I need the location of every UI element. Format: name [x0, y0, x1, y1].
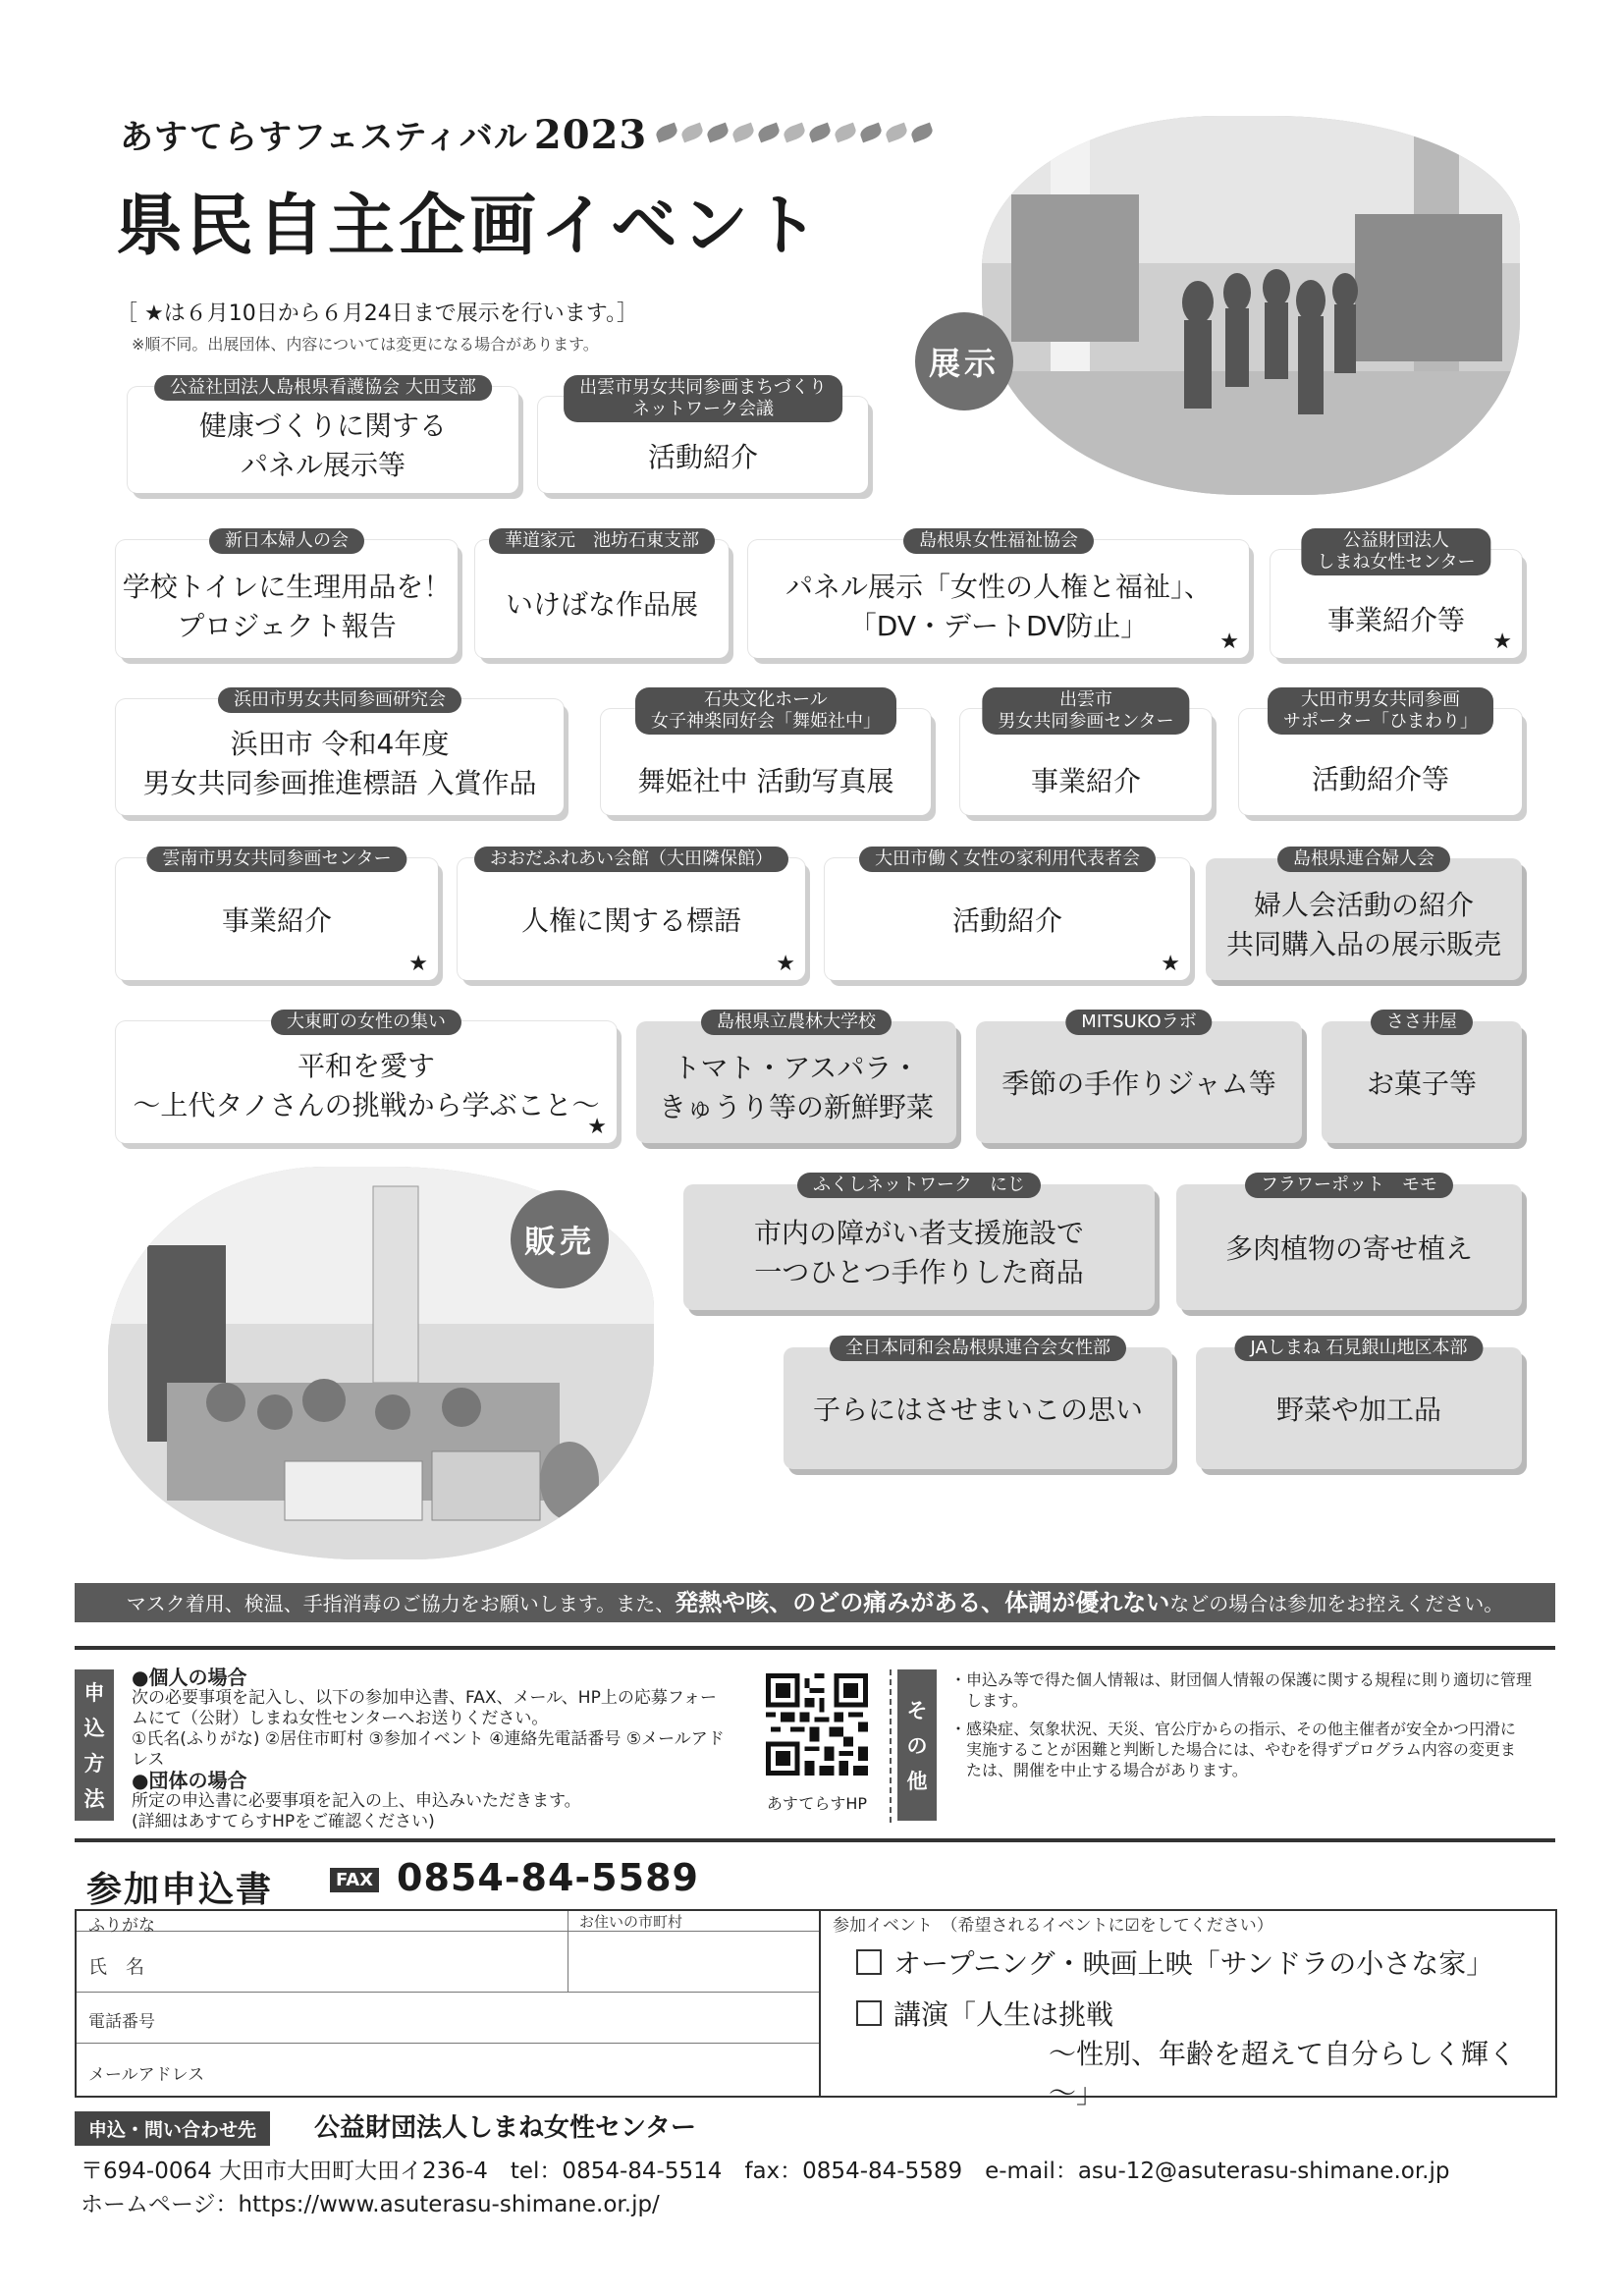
event-description: 事業紹介: [1030, 765, 1141, 797]
organizer-tag: 大東町の女性の集い: [271, 1010, 461, 1035]
event-card: [601, 689, 931, 815]
event-card: [116, 689, 564, 815]
event-description: トマト・アスパラ・ きゅうり等の新鮮野菜: [658, 1052, 934, 1123]
event-card: [116, 1011, 617, 1143]
organizer-tag: 新日本婦人の会: [209, 528, 364, 554]
other-notes: ・申込み等で得た個人情報は、財団個人情報の保護に関する規程に則り適切に管理 します。 ・感染症、気象状況、天災、官公庁からの指示、その他主催者が安全かつ円滑に 実施することが困難と判断した場合には、やむを得ずプログラム内容の変更ま たは、開催を中止する場合があります。: [950, 1670, 1533, 1779]
star-icon: ★: [1492, 629, 1512, 654]
event-card: [116, 530, 458, 658]
event-description: 人権に関する標語: [520, 904, 741, 937]
phone-label: 電話番号: [88, 2012, 155, 2032]
event-description: 多肉植物の寄せ植え: [1224, 1232, 1473, 1265]
contact-address: 〒694-0064 大田市大田町大田イ236-4 tel：0854-84-5514 fax：0854-84-5589 e-mail：asu-12@asuterasu-shimane.or.jp: [81, 2159, 1450, 2184]
event-description: 平和を愛す ～上代タノさんの挑戦から学ぶこと～: [133, 1050, 600, 1121]
sale-bubble: 販売: [511, 1190, 609, 1288]
star-icon: ★: [1219, 629, 1239, 654]
organizer-tag: 浜田市男女共同参画研究会: [218, 687, 461, 713]
festival-year: 2023: [533, 112, 648, 158]
event-description: 学校トイレに生理用品を！ プロジェクト報告: [122, 571, 452, 642]
email-label: メールアドレス: [88, 2065, 205, 2085]
event-description: 野菜や加工品: [1275, 1394, 1441, 1426]
event-card: [1196, 1338, 1522, 1469]
qr-code-icon[interactable]: [766, 1673, 868, 1776]
event-card: [1206, 848, 1522, 980]
organizer-tag: 島根県立農林大学校: [701, 1010, 892, 1035]
event-option-opening[interactable]: オープニング・映画上映「サンドラの小さな家」: [856, 1942, 1493, 1982]
event-description: 事業紹介: [221, 904, 332, 937]
name-label: 氏 名: [88, 1956, 145, 1978]
exhibit-bubble: 展示: [915, 312, 1013, 410]
event-description: 事業紹介等: [1326, 604, 1465, 636]
event-description: 子らにはさせまいこの思い: [812, 1394, 1143, 1426]
exhibition-photo: [982, 116, 1520, 495]
event-card: [128, 377, 518, 493]
organizer-tag: 大田市働く女性の家利用代表者会: [859, 847, 1156, 872]
event-description: 活動紹介等: [1311, 763, 1449, 795]
event-description: いけばな作品展: [505, 588, 698, 621]
event-description: パネル展示「女性の人権と福祉」、 「DV・デートDV防止」: [784, 571, 1212, 642]
event-description: 婦人会活動の紹介 共同購入品の展示販売: [1225, 889, 1501, 960]
organizer-tag: ふくしネットワーク にじ: [797, 1173, 1041, 1198]
star-icon: ★: [587, 1115, 607, 1139]
other-tag: そ の 他: [897, 1669, 937, 1821]
event-description: 浜田市 令和4年度 男女共同参画推進標語 入賞作品: [142, 728, 537, 799]
checkbox-icon[interactable]: [856, 1949, 882, 1975]
event-card: [1322, 1011, 1522, 1143]
event-description: お菓子等: [1366, 1067, 1477, 1100]
festival-label: あすてらすフェスティバル: [120, 118, 528, 157]
event-card: [784, 1338, 1172, 1469]
organizer-tag: おおだふれあい会館（大田隣保館）: [474, 847, 788, 872]
furigana-label: ふりがな: [88, 1916, 155, 1936]
event-description: 舞姫社中 活動写真展: [637, 765, 894, 797]
organizer-tag: 公益社団法人島根県看護協会 大田支部: [154, 375, 492, 401]
organizer-tag: 公益財団法人 しまね女性センター: [1301, 528, 1490, 575]
event-card: [748, 530, 1249, 658]
safety-banner: マスク着用、検温、手指消毒のご協力をお願いします。また、発熱や咳、のどの痛みがある、体調が優れないなどの場合は参加をお控えください。: [75, 1583, 1555, 1622]
leaf-ornament-icon: [656, 126, 933, 139]
contact-organization: 公益財団法人しまね女性センター: [314, 2113, 696, 2143]
event-card: [538, 377, 868, 493]
qr-caption: あすてらすHP: [766, 1794, 868, 1813]
contact-website[interactable]: ホームページ：https://www.asuterasu-shimane.or.jp/: [81, 2192, 660, 2217]
event-card: [636, 1011, 956, 1143]
checkbox-icon[interactable]: [856, 2000, 882, 2026]
organizer-tag: 大田市男女共同参画 サポーター「ひまわり」: [1268, 687, 1493, 735]
contact-tag: 申込・問い合わせ先: [75, 2111, 270, 2146]
event-option-lecture-subtitle: ～性別、年齢を超えて自分らしく輝く～」: [1049, 2038, 1517, 2109]
organizer-tag: 島根県女性福祉協会: [903, 528, 1094, 554]
divider: [75, 1838, 1555, 1842]
festival-name: [120, 110, 647, 158]
event-card: [825, 848, 1190, 980]
order-note: ※順不同。出展団体、内容については変更になる場合があります。: [132, 335, 599, 354]
form-title: 参加申込書: [86, 1870, 274, 1910]
event-card: [1239, 689, 1522, 815]
star-icon: ★: [1161, 952, 1180, 976]
star-icon: ★: [408, 952, 428, 976]
organizer-tag: 全日本同和会島根県連合会女性部: [830, 1336, 1126, 1361]
organizer-tag: MITSUKOラボ: [1065, 1010, 1212, 1035]
organizer-tag: 出雲市 男女共同参画センター: [982, 687, 1189, 735]
dashed-divider: [890, 1669, 892, 1823]
event-description: 市内の障がい者支援施設で 一つひとつ手作りした商品: [753, 1217, 1084, 1288]
event-description: 活動紹介: [647, 441, 758, 473]
organizer-tag: 雲南市男女共同参画センター: [146, 847, 406, 872]
event-option-lecture[interactable]: 講演「人生は挑戦: [856, 1994, 1113, 2033]
organizer-tag: 華道家元 池坊石東支部: [489, 528, 715, 554]
event-card: [1271, 530, 1522, 658]
organizer-tag: ささ井屋: [1371, 1010, 1473, 1035]
events-label: 参加イベント （希望されるイベントに☑をしてください）: [833, 1916, 1273, 1936]
organizer-tag: JAしまね 石見銀山地区本部: [1234, 1336, 1483, 1361]
event-card: [976, 1011, 1302, 1143]
exhibit-period-note: ［ ★は６月10日から６月24日まで展示を行います。］: [116, 301, 638, 326]
event-card: [960, 689, 1212, 815]
page-title: 県民自主企画イベント: [116, 188, 824, 265]
star-icon: ★: [776, 952, 795, 976]
event-description: 健康づくりに関する パネル展示等: [198, 410, 447, 481]
fax-label: FAX: [330, 1868, 379, 1892]
event-description: 活動紹介: [951, 904, 1062, 937]
city-label: お住いの市町村: [579, 1913, 683, 1931]
fax-number: 0854-84-5589: [397, 1856, 699, 1899]
divider: [75, 1646, 1555, 1650]
event-card: [683, 1175, 1155, 1310]
application-form: [75, 1909, 1557, 2109]
organizer-tag: フラワーポット モモ: [1245, 1173, 1453, 1198]
organizer-tag: 出雲市男女共同参画まちづくり ネットワーク会議: [564, 375, 842, 422]
organizer-tag: 島根県連合婦人会: [1277, 847, 1450, 872]
event-description: 季節の手作りジャム等: [1001, 1067, 1276, 1100]
event-card: [475, 530, 729, 658]
organizer-tag: 石央文化ホール 女子神楽同好会「舞姫社中」: [635, 687, 896, 735]
apply-method-text: ●個人の場合 次の必要事項を記入し、以下の参加申込書、FAX、メール、HP上の応募フォー ムにて（公財）しまね女性センターへお送りください。 ①氏名(ふりがな) ②居住市町村 ③参加イベント ④連絡先電話番号 ⑤メールアドレス ●団体の場合 所定の申込書に必要事項を記入の上、申込みいただきます。 (詳細はあすてらすHPをご確認ください): [132, 1666, 725, 1831]
apply-method-tag: 申 込 方 法: [75, 1669, 114, 1821]
event-card: [458, 848, 805, 980]
event-card: [1176, 1175, 1522, 1310]
event-card: [116, 848, 438, 980]
